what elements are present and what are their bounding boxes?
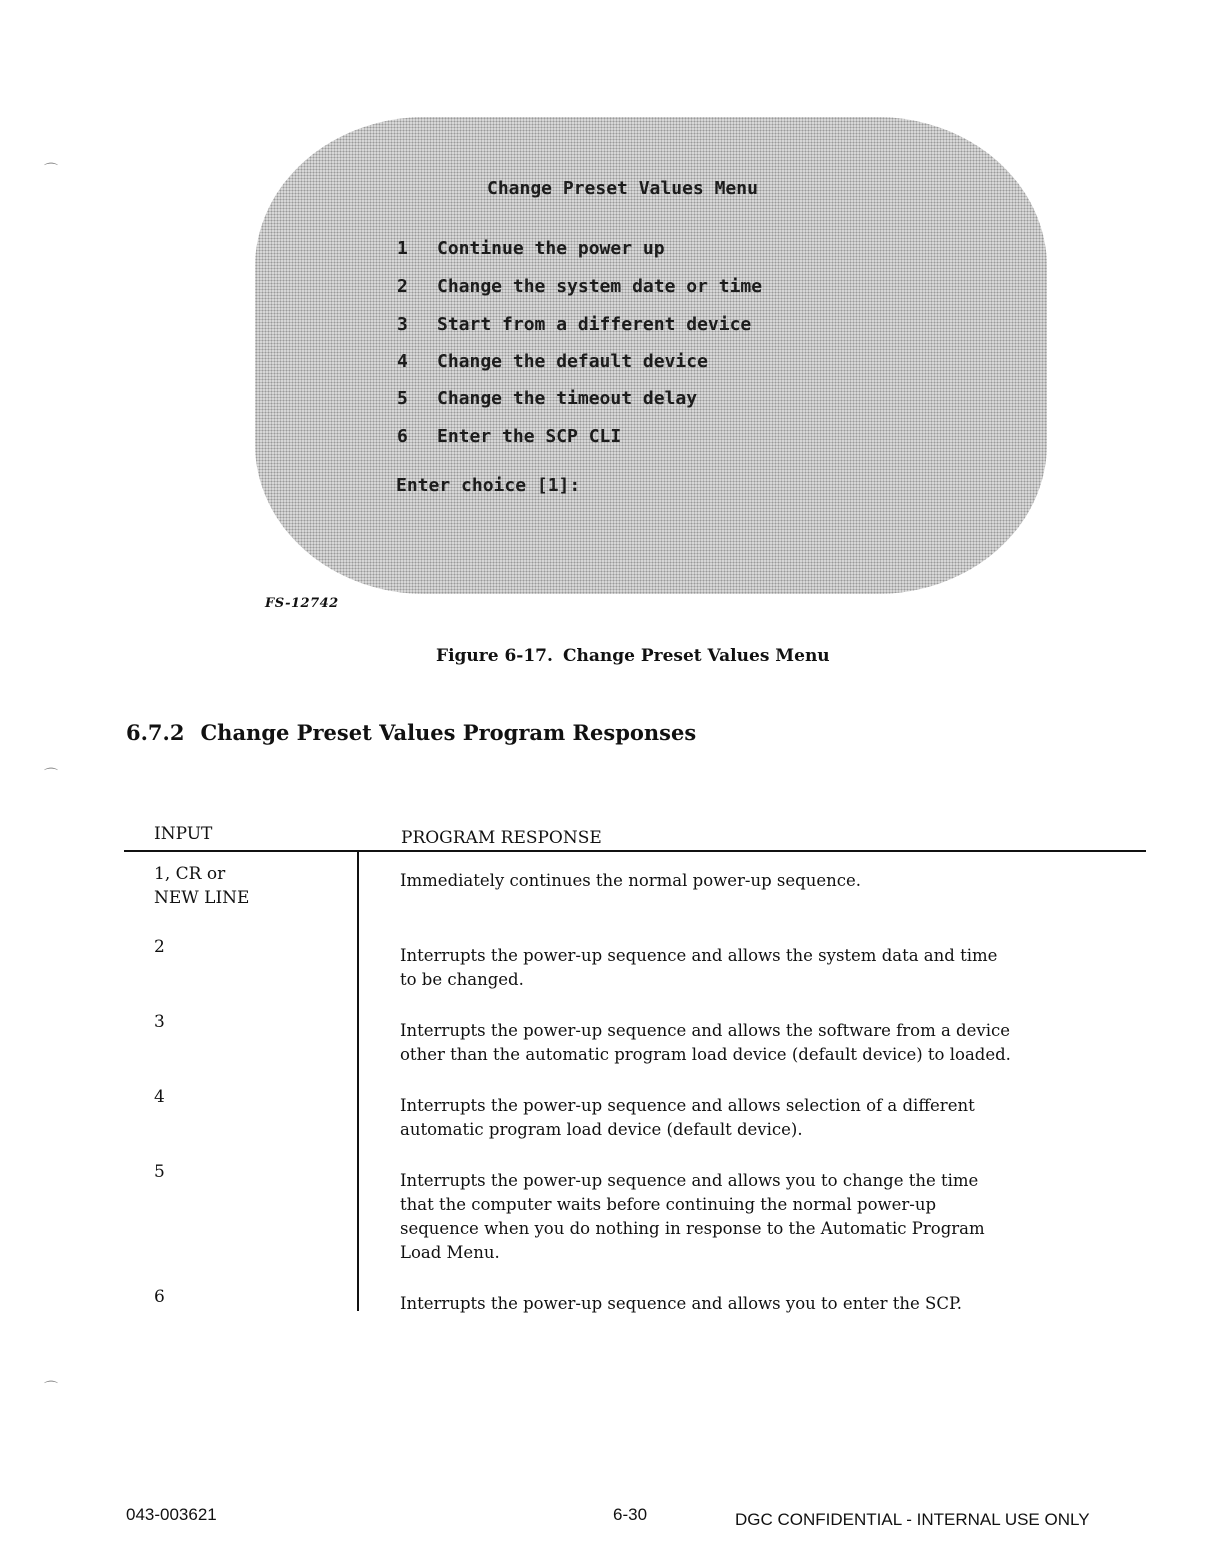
table-row-input <box>154 1285 165 1309</box>
input-line: 1, CR or <box>154 864 226 884</box>
enter-choice-prompt: Enter choice [1]: <box>396 475 581 496</box>
table-row-response <box>400 1292 1100 1316</box>
table-row-response <box>400 869 1100 893</box>
scan-mark-icon: ⌒ <box>44 163 58 179</box>
menu-item-number: 5 <box>397 388 408 409</box>
response-line: Interrupts the power-up sequence and allows you to enter the SCP. <box>400 1294 962 1313</box>
menu-item-label: Enter the SCP CLI <box>437 426 622 447</box>
menu-item-number: 6 <box>397 426 408 447</box>
input-line: 4 <box>154 1087 165 1107</box>
response-line: Load Menu. <box>400 1243 500 1262</box>
menu-item-label: Continue the power up <box>437 238 665 259</box>
footer-page-number: 6-30 <box>613 1505 648 1524</box>
figure-caption-number: Figure 6-17. <box>436 646 553 666</box>
menu-item-label: Change the system date or time <box>437 276 763 297</box>
input-line: 2 <box>154 937 165 957</box>
response-line: Interrupts the power-up sequence and allows the software from a device <box>400 1021 1010 1040</box>
input-line: 6 <box>154 1287 165 1307</box>
footer-doc-number: 043-003621 <box>126 1505 217 1524</box>
menu-item-number: 1 <box>397 238 408 259</box>
response-line: that the computer waits before continuing the normal power-up <box>400 1195 937 1214</box>
menu-title: Change Preset Values Menu <box>487 178 758 199</box>
input-line: NEW LINE <box>154 888 250 908</box>
figure-caption <box>436 646 830 666</box>
table-row-input <box>154 1160 165 1184</box>
response-line: automatic program load device (default device). <box>400 1120 803 1139</box>
response-line: Interrupts the power-up sequence and allows you to change the time <box>400 1171 979 1190</box>
table-header-rule <box>124 850 1146 852</box>
section-title: Change Preset Values Program Responses <box>200 720 697 745</box>
scan-mark-icon: ⌒ <box>44 768 58 784</box>
table-header-input: INPUT <box>154 824 213 844</box>
menu-item-label: Change the timeout delay <box>437 388 698 409</box>
table-row-input <box>154 1010 165 1034</box>
input-line: 5 <box>154 1162 165 1182</box>
menu-item-label: Change the default device <box>437 351 708 372</box>
footer-confidential-notice: DGC CONFIDENTIAL - INTERNAL USE ONLY <box>735 1510 1090 1529</box>
table-column-divider <box>357 851 359 1311</box>
table-row-input <box>154 935 165 959</box>
menu-item-number: 4 <box>397 351 408 372</box>
figure-caption-title: Change Preset Values Menu <box>562 646 830 666</box>
response-line: Immediately continues the normal power-up sequence. <box>400 871 861 890</box>
menu-item-number: 2 <box>397 276 408 297</box>
section-heading <box>126 720 696 745</box>
table-row-response <box>400 1169 1100 1265</box>
scan-mark-icon: ⌒ <box>44 1381 58 1397</box>
table-header-response: PROGRAM RESPONSE <box>401 828 602 848</box>
table-row-input <box>154 1085 165 1109</box>
response-line: to be changed. <box>400 970 524 989</box>
table-row-response <box>400 1094 1100 1142</box>
section-number: 6.7.2 <box>126 720 185 745</box>
table-row-response <box>400 944 1100 992</box>
response-line: other than the automatic program load device (default device) to loaded. <box>400 1045 1011 1064</box>
input-line: 3 <box>154 1012 165 1032</box>
response-line: Interrupts the power-up sequence and allows the system data and time <box>400 946 998 965</box>
response-line: sequence when you do nothing in response to the Automatic Program <box>400 1219 985 1238</box>
menu-item-label: Start from a different device <box>437 314 752 335</box>
table-row-input <box>154 862 249 910</box>
table-row-response <box>400 1019 1100 1067</box>
response-line: Interrupts the power-up sequence and allows selection of a different <box>400 1096 975 1115</box>
menu-item-number: 3 <box>397 314 408 335</box>
figure-id: FS-12742 <box>265 596 339 611</box>
